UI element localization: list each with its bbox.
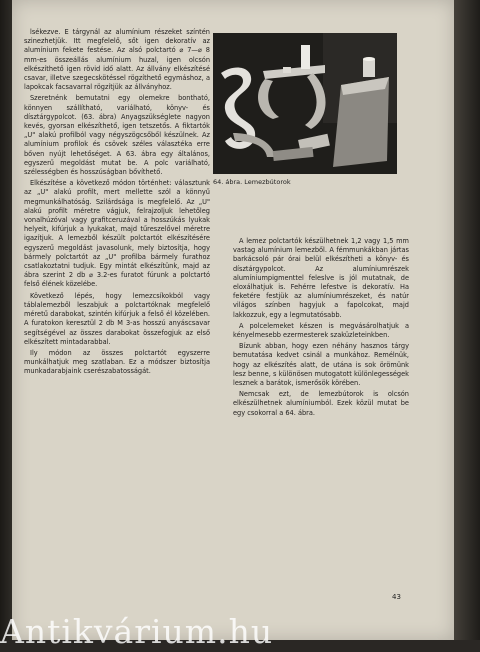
paragraph: Ily módon az összes polctartót egyszerre munkálhatjuk meg szatlaban. Ez a módszer biztosítja munkadarabjaink cserészabatosságát. [24, 348, 210, 376]
right-text-column [233, 237, 409, 420]
paragraph: Szeretnénk bemutatni egy olemekre bontható, könnyen szállítható, variálható, könyv- és dísztárgypolcot. (63. ábra) Anyagszükséglete nagyon kevés, gyorsan elkészíthető, igen tetszetős. A fiktartók „U" alakú profilból vagy négyszögcsőből készülnek. Az alumínium profilok és csövek széles választéka erre bőven nyújt lehetőséget. A 63. ábra egy általános, egyszerű megoldást mutat be. A polc variálható, szélességben és hosszúságban bővíthető. [24, 94, 210, 177]
paragraph: Bízunk abban, hogy ezen néhány hasznos tárgy bemutatása kedvet csinál a munkához. Remélnük, hogy az elkészítés alatt, de utána is sok örömünk lesz benne, s különösen mutogatott különlegességek lesznek a barátok, ismerősök körében. [233, 342, 409, 388]
paragraph: Következő lépés, hogy lemezcsíkokból vagy táblalemezből leszabjuk a polctartóknak megfelelő méretű darabokat, szintén kifúrjuk a felső él közelében. A furatokon keresztül 2 db M 3-as hosszú anyáscsavar segítségével az összes darabokat összefogjuk az első elkészített mintadarabbal. [24, 291, 210, 346]
page-number: 43 [392, 593, 401, 601]
paragraph: Nemcsak ezt, de lemezbútorok is olcsón elkészülhetnek alumíniumból. Ezek közül mutat be egy csokorral a 64. ábra. [233, 390, 409, 417]
furniture-photo [213, 33, 397, 174]
paragraph: lsékezve. E tárgynál az alumínium részeket színtén szinezhetjük. Itt megfelelő, sőt igen dekoratív az alumínium fekete festése. Az alsó polctartó ⌀ 7—⌀ 8 mm-es összeállás alumínium huzal, igen olcsón elkészíthető igen rövid idő alatt. Az állvány elkészítésé csavar, illetve szegecskötéssel rögzíthető egymáshoz, a lapokcak facsavarral rögzítjük az állványhoz. [24, 28, 210, 92]
page-edge-shadow [450, 0, 480, 640]
left-text-column [24, 28, 210, 379]
paragraph: Elkészítése a következő módon történhet: választunk az „U" alakú profilt, mert mellette szól a könnyű megmunkálhatóság. Szilárdsága is megfelelő. Az „U" alakú profilt méretre vágjuk, felrajzoljuk lehetőleg vonalhúzóval vagy grafitceruzával a hosszúkás lyukak helyeit, kifúrjuk a lyukakat, majd tűreszelővel méretre igazítjuk. A lemezből készült polctartót elkészítésére egyszerű megoldást javasolunk, mely biztosítja, hogy bármely polctartót az „U" profilba bármely furathoz csatlakoztatni tudjuk. Egy mintát elkészítünk, majd az ábra szerint 2 db ⌀ 3.2-es furatot fúrunk a polctartó felső élének közelébe. [24, 179, 210, 289]
book-page [12, 0, 454, 640]
figure-caption: 64. ábra. Lemezbútorok [213, 178, 291, 186]
watermark: Antikvárium.hu [0, 612, 274, 651]
paragraph: A polcelemeket készen is megvásárolhatjuk a kényelmesebb ezermesterek szaküzleteinkben. [233, 321, 409, 340]
paragraph: A lemez polctartók készülhetnek 1,2 vagy 1,5 mm vastag alumínium lemezből. A fémmunkákban jártas barkácsoló pár órai belül elkészítheti a könyv- és dísztárgypolcot. Az alumíniumrészek alumíniumpigmenttel feleslve is jól mutatnak, de eloxálhatjuk is. Fehérre lefestve is dekoratív. Ha feketére festjük az alumíniumrészeket, és natúr világos színben hagyjuk a fapolcokat, majd lakkozzuk, egy a legmutatósabb. [233, 237, 409, 319]
furniture-photo-drawing [213, 33, 397, 174]
